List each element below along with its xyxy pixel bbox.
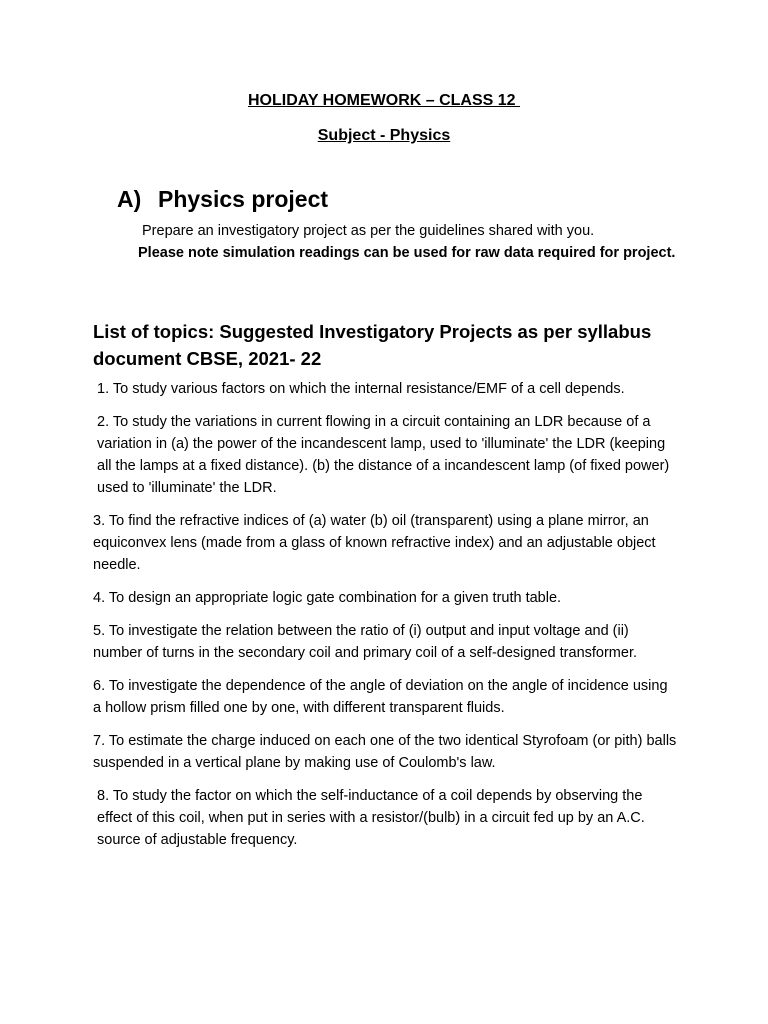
topic-item: 1. To study various factors on which the internal resistance/EMF of a cell depends.: [97, 381, 625, 397]
topic-item: 3. To find the refractive indices of (a) water (b) oil (transparent) using a plane mirror, an equiconvex lens (made from a glass of known refractive index) and an adjustable object needle.: [93, 513, 656, 573]
topic-item: 2. To study the variations in current flowing in a circuit containing an LDR because of a variation in (a) the power of the incandescent lamp, used to 'illuminate' the LDR (keeping all the lamps at a fixed distance). (b) the distance of a incandescent lamp (of fixed power) used to 'illuminate' the LDR.: [97, 414, 670, 496]
section-a-title: Physics project: [158, 186, 329, 212]
document-subject: Subject - Physics: [317, 127, 451, 144]
project-note-text: Please note simulation readings can be used for raw data required for project.: [138, 245, 676, 261]
topic-item: 4. To design an appropriate logic gate combination for a given truth table.: [93, 590, 562, 606]
topic-item: 6. To investigate the dependence of the angle of deviation on the angle of incidence using a hollow prism filled one by one, with different transparent fluids.: [93, 678, 668, 716]
topics-heading: List of topics: Suggested Investigatory Projects as per syllabus document CBSE, 2021- 22: [93, 321, 652, 369]
topic-item: 5. To investigate the relation between the ratio of (i) output and input voltage and (ii) number of turns in the secondary coil and primary coil of a self-designed transformer.: [93, 623, 638, 661]
topics-list: [93, 378, 678, 862]
topic-item: 8. To study the factor on which the self-inductance of a coil depends by observing the effect of this coil, when put in series with a resistor/(bulb) in a circuit fed up by an A.C. source of adjustable frequency.: [97, 788, 645, 848]
section-a-letter: A): [117, 186, 142, 212]
project-instructions: [138, 220, 698, 264]
project-instruction-text: Prepare an investigatory project as per the guidelines shared with you.: [142, 223, 595, 239]
section-a-heading: [117, 186, 328, 213]
topic-item: 7. To estimate the charge induced on each one of the two identical Styrofoam (or pith) balls suspended in a vertical plane by making use of Coulomb's law.: [93, 733, 677, 771]
document-title: HOLIDAY HOMEWORK – CLASS 12: [247, 92, 521, 109]
